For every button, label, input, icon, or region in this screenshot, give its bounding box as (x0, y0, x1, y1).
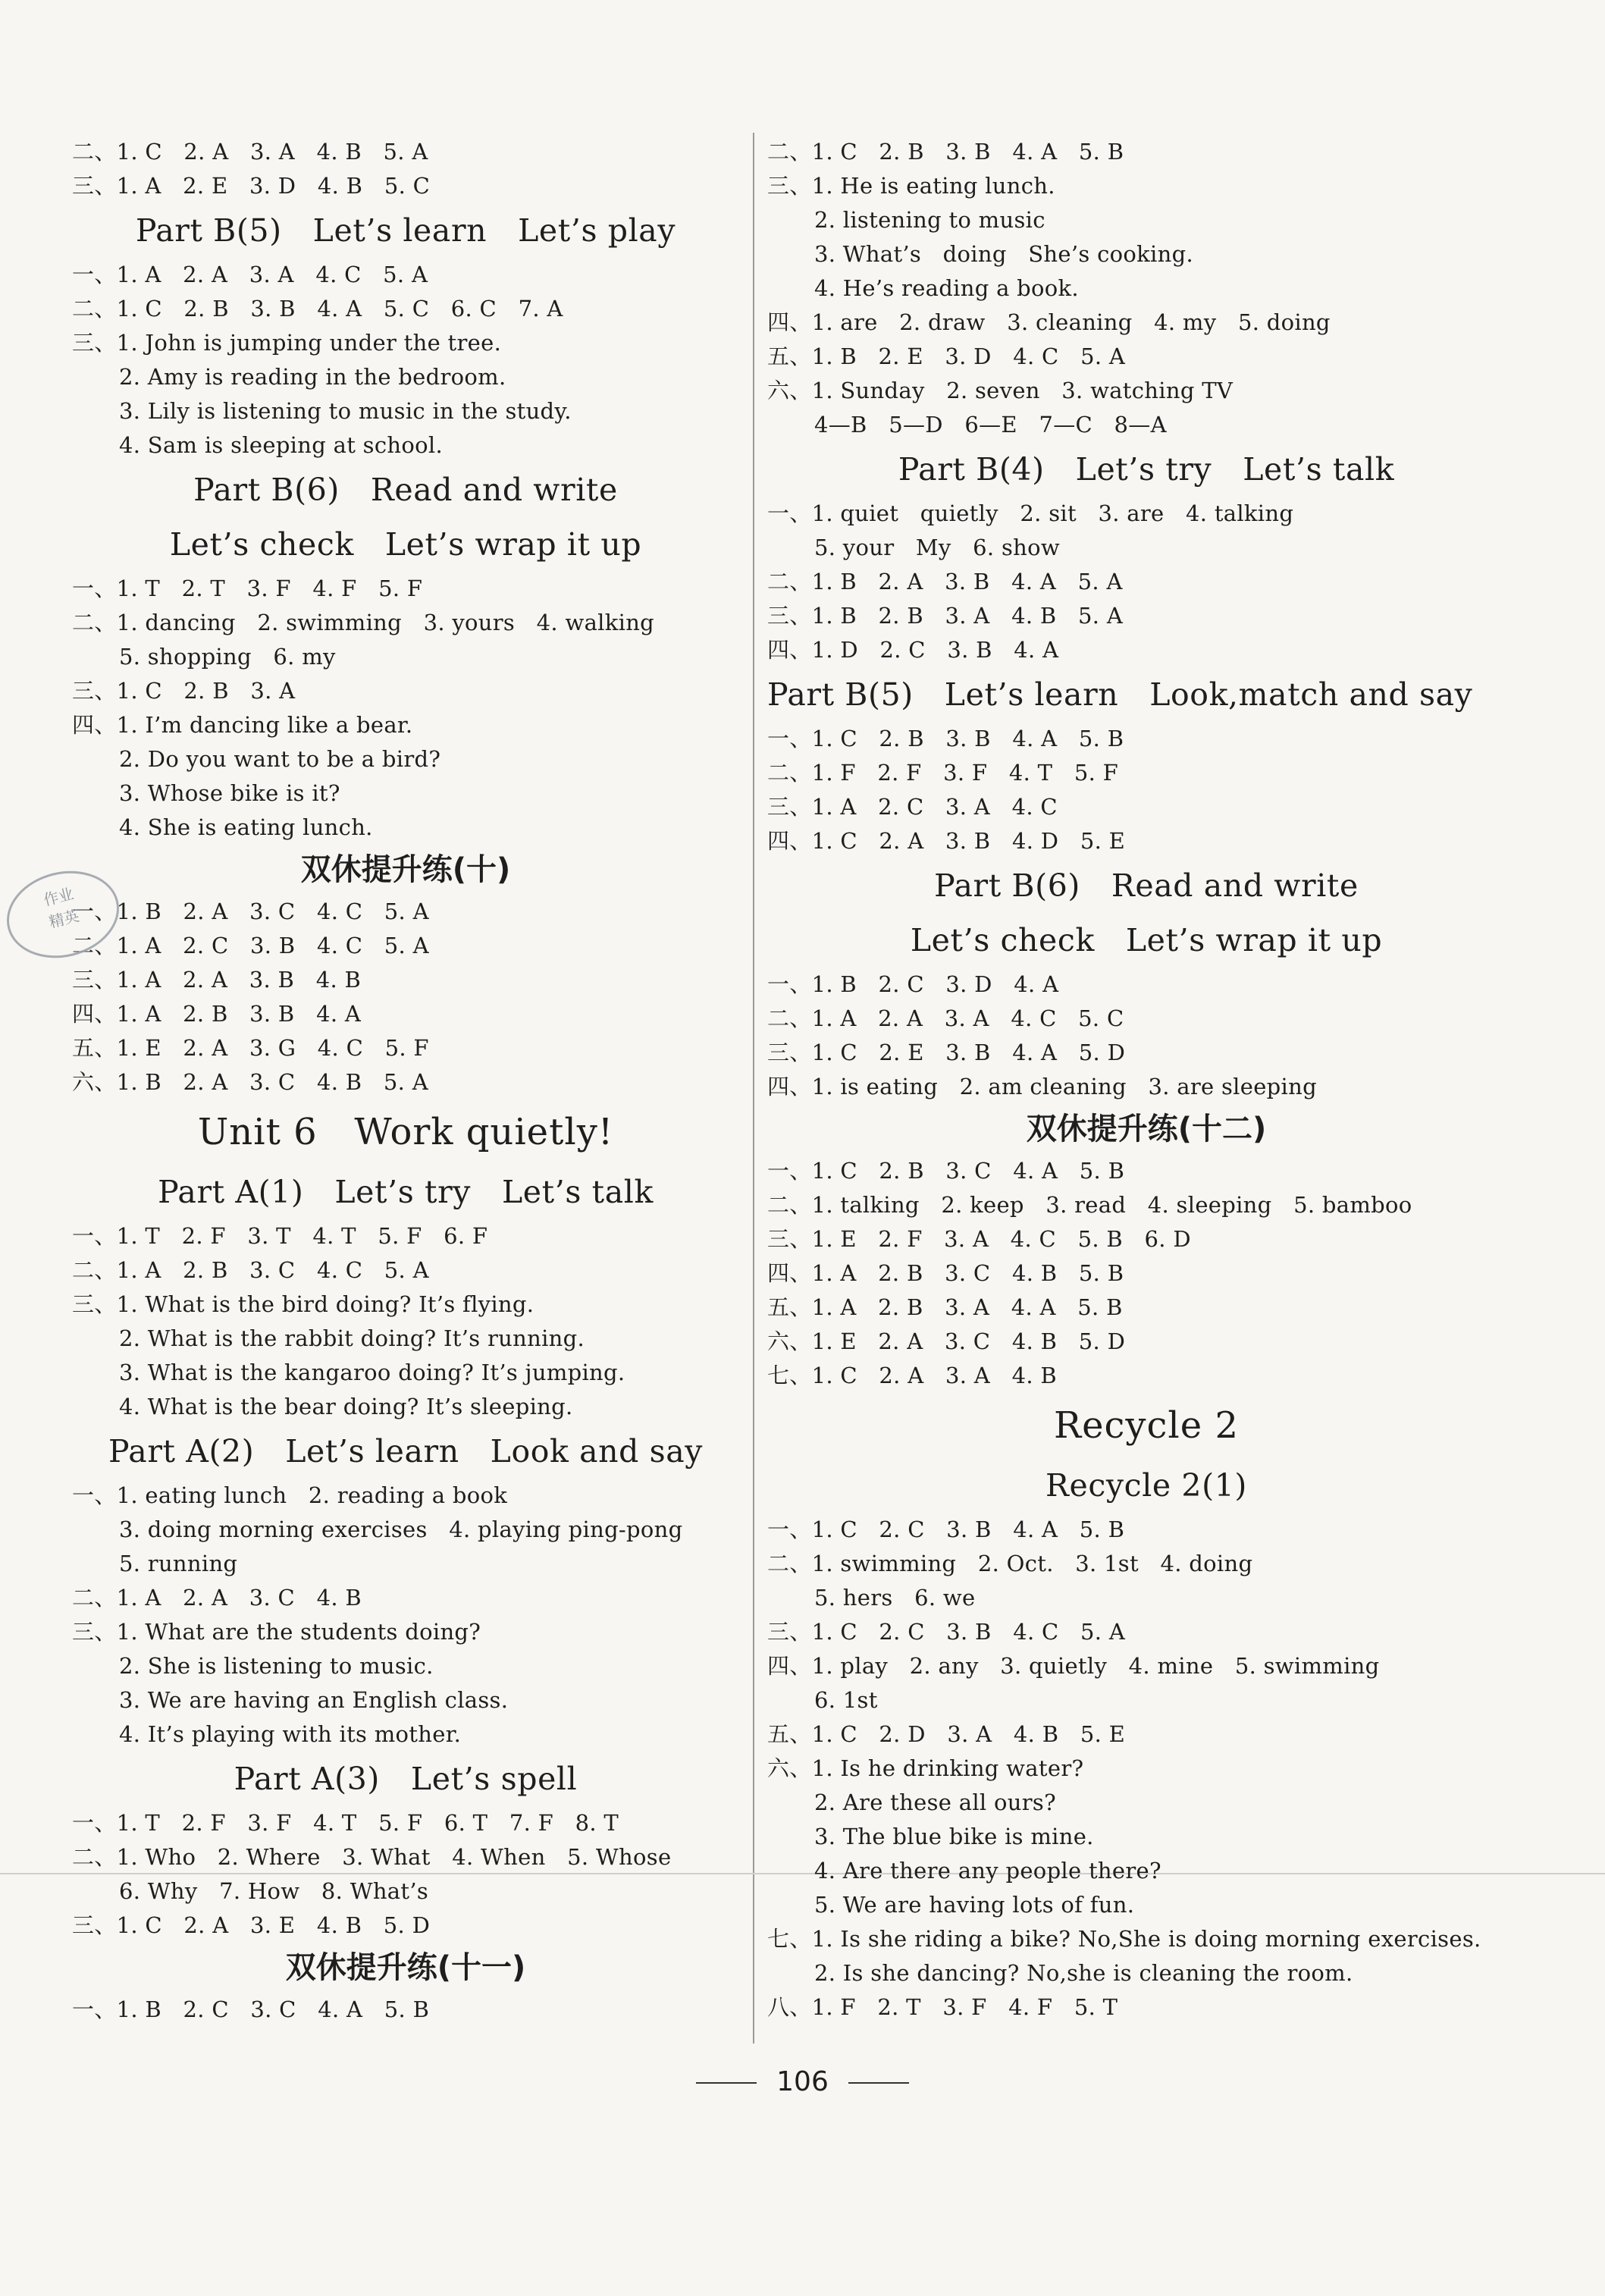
right-answer-column (767, 135, 1525, 2025)
answer-line: 一、1. A 2. A 3. A 4. C 5. A (72, 262, 428, 287)
answer-line-continued: 2. listening to music (814, 207, 1045, 233)
answer-line: 一、1. quiet quietly 2. sit 3. are 4. talking (767, 500, 1294, 526)
answer-line: 四、1. A 2. B 3. B 4. A (72, 1001, 362, 1027)
answer-line: 三、1. A 2. A 3. B 4. B (72, 967, 362, 993)
answer-line-continued: 2. Amy is reading in the bedroom. (119, 364, 506, 390)
answer-line-continued: 4. Are there any people there? (814, 1858, 1161, 1884)
answer-line: 六、1. B 2. A 3. C 4. B 5. A (72, 1069, 428, 1095)
answer-line: 三、1. B 2. B 3. A 4. B 5. A (767, 603, 1124, 629)
footer-dash-left (696, 2082, 757, 2084)
footer-dash-right (848, 2082, 909, 2084)
answer-line: 三、1. A 2. E 3. D 4. B 5. C (72, 173, 431, 199)
answer-line: 一、1. B 2. C 3. C 4. A 5. B (72, 1996, 430, 2022)
answer-line: 二、1. C 2. A 3. A 4. B 5. A (72, 139, 428, 165)
answer-line-continued: 3. Lily is listening to music in the study. (119, 398, 572, 424)
answer-line-continued: 2. Do you want to be a bird? (119, 746, 441, 772)
answer-line: 三、1. He is eating lunch. (767, 173, 1055, 199)
answer-line: 一、1. C 2. B 3. B 4. A 5. B (767, 726, 1124, 751)
answer-line: 五、1. C 2. D 3. A 4. B 5. E (767, 1721, 1126, 1747)
answer-line-continued: 3. Whose bike is it? (119, 780, 340, 806)
answer-line: 二、1. Who 2. Where 3. What 4. When 5. Whose (72, 1844, 672, 1870)
unit-title: Recycle 2 (1054, 1404, 1239, 1447)
section-heading: Part B(4) Let’s try Let’s talk (898, 451, 1395, 488)
answer-line-continued: 4. He’s reading a book. (814, 275, 1079, 301)
section-heading: Recycle 2(1) (1045, 1467, 1247, 1504)
answer-line-continued: 4. What is the bear doing? It’s sleeping. (119, 1394, 573, 1419)
section-heading: Part B(5) Let’s learn Let’s play (135, 212, 676, 249)
answer-line-continued: 5. hers 6. we (814, 1585, 976, 1611)
answer-line: 四、1. C 2. A 3. B 4. D 5. E (767, 828, 1126, 854)
answer-line: 二、1. B 2. A 3. B 4. A 5. A (767, 569, 1123, 594)
answer-line-continued: 2. Is she dancing? No,she is cleaning the room. (814, 1960, 1353, 1986)
answer-line-continued: 3. doing morning exercises 4. playing ping-pong (119, 1517, 683, 1542)
answer-line: 三、1. What are the students doing? (72, 1619, 481, 1645)
answer-line: 三、1. C 2. A 3. E 4. B 5. D (72, 1912, 431, 1938)
answer-line-continued: 5. We are having lots of fun. (814, 1892, 1135, 1918)
section-heading: Let’s check Let’s wrap it up (910, 922, 1383, 958)
answer-line: 三、1. What is the bird doing? It’s flying. (72, 1291, 534, 1317)
answer-line-continued: 3. What’s doing She’s cooking. (814, 241, 1193, 267)
answer-line: 一、1. B 2. A 3. C 4. C 5. A (72, 899, 429, 924)
answer-line: 七、1. C 2. A 3. A 4. B (767, 1363, 1057, 1388)
answer-line-continued: 5. shopping 6. my (119, 644, 336, 670)
section-heading: Let’s check Let’s wrap it up (169, 526, 642, 563)
answer-line-continued: 2. Are these all ours? (814, 1789, 1056, 1815)
answer-line: 一、1. T 2. F 3. F 4. T 5. F 6. T 7. F 8. T (72, 1810, 619, 1836)
answer-line-continued: 5. your My 6. show (814, 535, 1060, 560)
answer-line: 三、1. E 2. F 3. A 4. C 5. B 6. D (767, 1226, 1191, 1252)
answer-line: 六、1. Sunday 2. seven 3. watching TV (767, 378, 1234, 403)
answer-line: 七、1. Is she riding a bike? No,She is doing morning exercises. (767, 1926, 1481, 1952)
answer-line-continued: 3. The blue bike is mine. (814, 1824, 1094, 1849)
answer-line: 二、1. C 2. B 3. B 4. A 5. B (767, 139, 1124, 165)
answer-line-continued: 2. She is listening to music. (119, 1653, 434, 1679)
section-heading: Part B(5) Let’s learn Look,match and say (767, 676, 1473, 713)
practice-heading: 双休提升练(十一) (285, 1950, 526, 1985)
answer-line: 一、1. C 2. C 3. B 4. A 5. B (767, 1517, 1125, 1542)
answer-line: 四、1. D 2. C 3. B 4. A (767, 637, 1059, 663)
answer-line: 二、1. talking 2. keep 3. read 4. sleeping 5. bamboo (767, 1192, 1412, 1218)
answer-line: 四、1. A 2. B 3. C 4. B 5. B (767, 1260, 1124, 1286)
answer-line: 二、1. swimming 2. Oct. 3. 1st 4. doing (767, 1551, 1253, 1576)
answer-line: 八、1. F 2. T 3. F 4. F 5. T (767, 1994, 1118, 2020)
answer-line: 四、1. I’m dancing like a bear. (72, 712, 413, 738)
answer-line: 二、1. A 2. B 3. C 4. C 5. A (72, 1257, 429, 1283)
section-heading: Part A(3) Let’s spell (234, 1761, 578, 1797)
answer-line: 三、1. C 2. B 3. A (72, 678, 296, 704)
answer-line: 三、1. A 2. C 3. A 4. C (767, 794, 1058, 820)
answer-line-continued: 5. running (119, 1551, 238, 1576)
answer-line-continued: 4. It’s playing with its mother. (119, 1721, 462, 1747)
answer-line: 三、1. C 2. E 3. B 4. A 5. D (767, 1040, 1126, 1065)
answer-line: 二、1. F 2. F 3. F 4. T 5. F (767, 760, 1119, 786)
answer-line: 三、1. John is jumping under the tree. (72, 330, 502, 356)
section-heading: Part B(6) Read and write (193, 472, 618, 508)
section-heading: Part A(1) Let’s try Let’s talk (158, 1174, 654, 1210)
answer-line-continued: 4. She is eating lunch. (119, 814, 373, 840)
answer-line: 六、1. Is he drinking water? (767, 1755, 1084, 1781)
left-answer-column (72, 135, 739, 2027)
answer-line: 四、1. play 2. any 3. quietly 4. mine 5. swimming (767, 1653, 1380, 1679)
answer-line: 六、1. E 2. A 3. C 4. B 5. D (767, 1328, 1126, 1354)
answer-line: 二、1. A 2. C 3. B 4. C 5. A (72, 933, 429, 958)
answer-line-continued: 4—B 5—D 6—E 7—C 8—A (814, 412, 1167, 438)
practice-heading: 双休提升练(十二) (1026, 1112, 1267, 1146)
section-heading: Part B(6) Read and write (934, 867, 1359, 904)
answer-line: 四、1. are 2. draw 3. cleaning 4. my 5. doing (767, 309, 1331, 335)
answer-line: 四、1. is eating 2. am cleaning 3. are sleeping (767, 1074, 1317, 1099)
page-number: 106 (776, 2066, 829, 2097)
answer-line: 二、1. C 2. B 3. B 4. A 5. C 6. C 7. A (72, 296, 563, 322)
stamp-text-top: 作业 (41, 884, 76, 910)
answer-line-continued: 2. What is the rabbit doing? It’s running. (119, 1325, 585, 1351)
answer-line: 一、1. eating lunch 2. reading a book (72, 1482, 508, 1508)
column-divider (753, 133, 754, 2044)
answer-line: 二、1. dancing 2. swimming 3. yours 4. walking (72, 610, 655, 635)
answer-line-continued: 4. Sam is sleeping at school. (119, 432, 443, 458)
answer-line-continued: 6. Why 7. How 8. What’s (119, 1878, 429, 1904)
answer-line-continued: 3. We are having an English class. (119, 1687, 509, 1713)
answer-line: 一、1. T 2. T 3. F 4. F 5. F (72, 576, 423, 601)
practice-heading: 双休提升练(十) (300, 852, 511, 887)
section-heading: Part A(2) Let’s learn Look and say (108, 1433, 704, 1470)
page-number-footer (0, 2066, 1605, 2097)
stamp-text-bottom: 精英 (47, 906, 81, 932)
answer-line: 五、1. E 2. A 3. G 4. C 5. F (72, 1035, 429, 1061)
answer-line: 一、1. C 2. B 3. C 4. A 5. B (767, 1158, 1125, 1184)
unit-title: Unit 6 Work quietly! (197, 1111, 614, 1153)
answer-line-continued: 3. What is the kangaroo doing? It’s jumping. (119, 1360, 625, 1385)
answer-line: 五、1. A 2. B 3. A 4. A 5. B (767, 1294, 1123, 1320)
answer-line-continued: 6. 1st (814, 1687, 878, 1713)
answer-line: 一、1. T 2. F 3. T 4. T 5. F 6. F (72, 1223, 488, 1249)
answer-line: 三、1. C 2. C 3. B 4. C 5. A (767, 1619, 1126, 1645)
answer-line: 五、1. B 2. E 3. D 4. C 5. A (767, 343, 1126, 369)
answer-line: 二、1. A 2. A 3. A 4. C 5. C (767, 1005, 1124, 1031)
answer-line: 一、1. B 2. C 3. D 4. A (767, 971, 1059, 997)
answer-line: 二、1. A 2. A 3. C 4. B (72, 1585, 362, 1611)
